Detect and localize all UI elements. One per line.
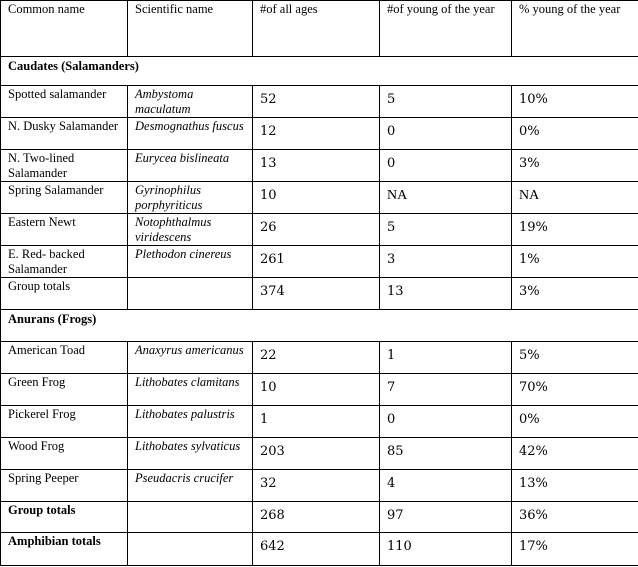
young-cell: 4 xyxy=(380,470,512,502)
all-ages-cell: 26 xyxy=(253,214,380,246)
scientific-name-cell: Gyrinophilus porphyriticus xyxy=(128,182,253,214)
young-cell: 110 xyxy=(380,533,512,566)
section-title-anurans: Anurans (Frogs) xyxy=(1,310,638,342)
young-cell: 85 xyxy=(380,438,512,470)
common-name-cell: N. Dusky Salamander xyxy=(1,118,128,150)
table-row xyxy=(1,150,638,182)
group-totals-label: Group totals xyxy=(1,278,128,310)
group-totals-row xyxy=(1,278,638,310)
all-ages-cell: 642 xyxy=(253,533,380,566)
young-cell: 5 xyxy=(380,214,512,246)
percent-cell: 10% xyxy=(512,86,638,118)
percent-cell: 3% xyxy=(512,278,638,310)
header-common-name: Common name xyxy=(1,1,128,57)
common-name-cell: Wood Frog xyxy=(1,438,128,470)
all-ages-cell: 13 xyxy=(253,150,380,182)
scientific-name-cell: Notophthalmus viridescens xyxy=(128,214,253,246)
percent-cell: 5% xyxy=(512,342,638,374)
all-ages-cell: 203 xyxy=(253,438,380,470)
common-name-cell: American Toad xyxy=(1,342,128,374)
percent-cell: 70% xyxy=(512,374,638,406)
all-ages-cell: 374 xyxy=(253,278,380,310)
all-ages-cell: 261 xyxy=(253,246,380,278)
amphibian-totals-row xyxy=(1,533,638,566)
table-row xyxy=(1,246,638,278)
section-row xyxy=(1,310,638,342)
young-cell: 5 xyxy=(380,86,512,118)
young-cell: 7 xyxy=(380,374,512,406)
header-scientific-name: Scientific name xyxy=(128,1,253,57)
section-title-caudates: Caudates (Salamanders) xyxy=(1,57,638,86)
percent-cell: 0% xyxy=(512,406,638,438)
header-all-ages: #of all ages xyxy=(253,1,380,57)
scientific-name-cell: Anaxyrus americanus xyxy=(128,342,253,374)
common-name-cell: Green Frog xyxy=(1,374,128,406)
header-row xyxy=(1,1,638,57)
all-ages-cell: 32 xyxy=(253,470,380,502)
percent-cell: 42% xyxy=(512,438,638,470)
header-percent-young: % young of the year xyxy=(512,1,638,57)
common-name-cell: Spotted salamander xyxy=(1,86,128,118)
common-name-cell: N. Two-lined Salamander xyxy=(1,150,128,182)
table-row xyxy=(1,374,638,406)
percent-cell: 17% xyxy=(512,533,638,566)
table-row xyxy=(1,182,638,214)
young-cell: 1 xyxy=(380,342,512,374)
young-cell: 97 xyxy=(380,502,512,533)
young-cell: 13 xyxy=(380,278,512,310)
all-ages-cell: 12 xyxy=(253,118,380,150)
scientific-name-cell: Lithobates sylvaticus xyxy=(128,438,253,470)
section-row xyxy=(1,57,638,86)
amphibian-totals-label: Amphibian totals xyxy=(1,533,128,566)
scientific-name-cell: Eurycea bislineata xyxy=(128,150,253,182)
percent-cell: 36% xyxy=(512,502,638,533)
scientific-name-cell: Pseudacris crucifer xyxy=(128,470,253,502)
scientific-name-cell: Lithobates clamitans xyxy=(128,374,253,406)
empty-cell xyxy=(128,278,253,310)
young-cell: 0 xyxy=(380,150,512,182)
all-ages-cell: 10 xyxy=(253,374,380,406)
all-ages-cell: 22 xyxy=(253,342,380,374)
young-cell: 0 xyxy=(380,118,512,150)
percent-cell: 13% xyxy=(512,470,638,502)
table-row xyxy=(1,118,638,150)
all-ages-cell: 52 xyxy=(253,86,380,118)
group-totals-label: Group totals xyxy=(1,502,128,533)
percent-cell: 1% xyxy=(512,246,638,278)
common-name-cell: Spring Salamander xyxy=(1,182,128,214)
table-row xyxy=(1,406,638,438)
scientific-name-cell: Plethodon cinereus xyxy=(128,246,253,278)
scientific-name-cell: Lithobates palustris xyxy=(128,406,253,438)
common-name-cell: Spring Peeper xyxy=(1,470,128,502)
scientific-name-cell: Desmognathus fuscus xyxy=(128,118,253,150)
header-young-of-year: #of young of the year xyxy=(380,1,512,57)
table-row xyxy=(1,86,638,118)
percent-cell: 19% xyxy=(512,214,638,246)
empty-cell xyxy=(128,502,253,533)
young-cell: 3 xyxy=(380,246,512,278)
all-ages-cell: 1 xyxy=(253,406,380,438)
all-ages-cell: 268 xyxy=(253,502,380,533)
common-name-cell: E. Red- backed Salamander xyxy=(1,246,128,278)
table-row xyxy=(1,470,638,502)
percent-cell: 3% xyxy=(512,150,638,182)
table-row xyxy=(1,342,638,374)
common-name-cell: Eastern Newt xyxy=(1,214,128,246)
all-ages-cell: 10 xyxy=(253,182,380,214)
percent-cell: NA xyxy=(512,182,638,214)
table-row xyxy=(1,438,638,470)
table-row xyxy=(1,214,638,246)
common-name-cell: Pickerel Frog xyxy=(1,406,128,438)
young-cell: NA xyxy=(380,182,512,214)
empty-cell xyxy=(128,533,253,566)
percent-cell: 0% xyxy=(512,118,638,150)
young-cell: 0 xyxy=(380,406,512,438)
group-totals-row xyxy=(1,502,638,533)
scientific-name-cell: Ambystoma maculatum xyxy=(128,86,253,118)
